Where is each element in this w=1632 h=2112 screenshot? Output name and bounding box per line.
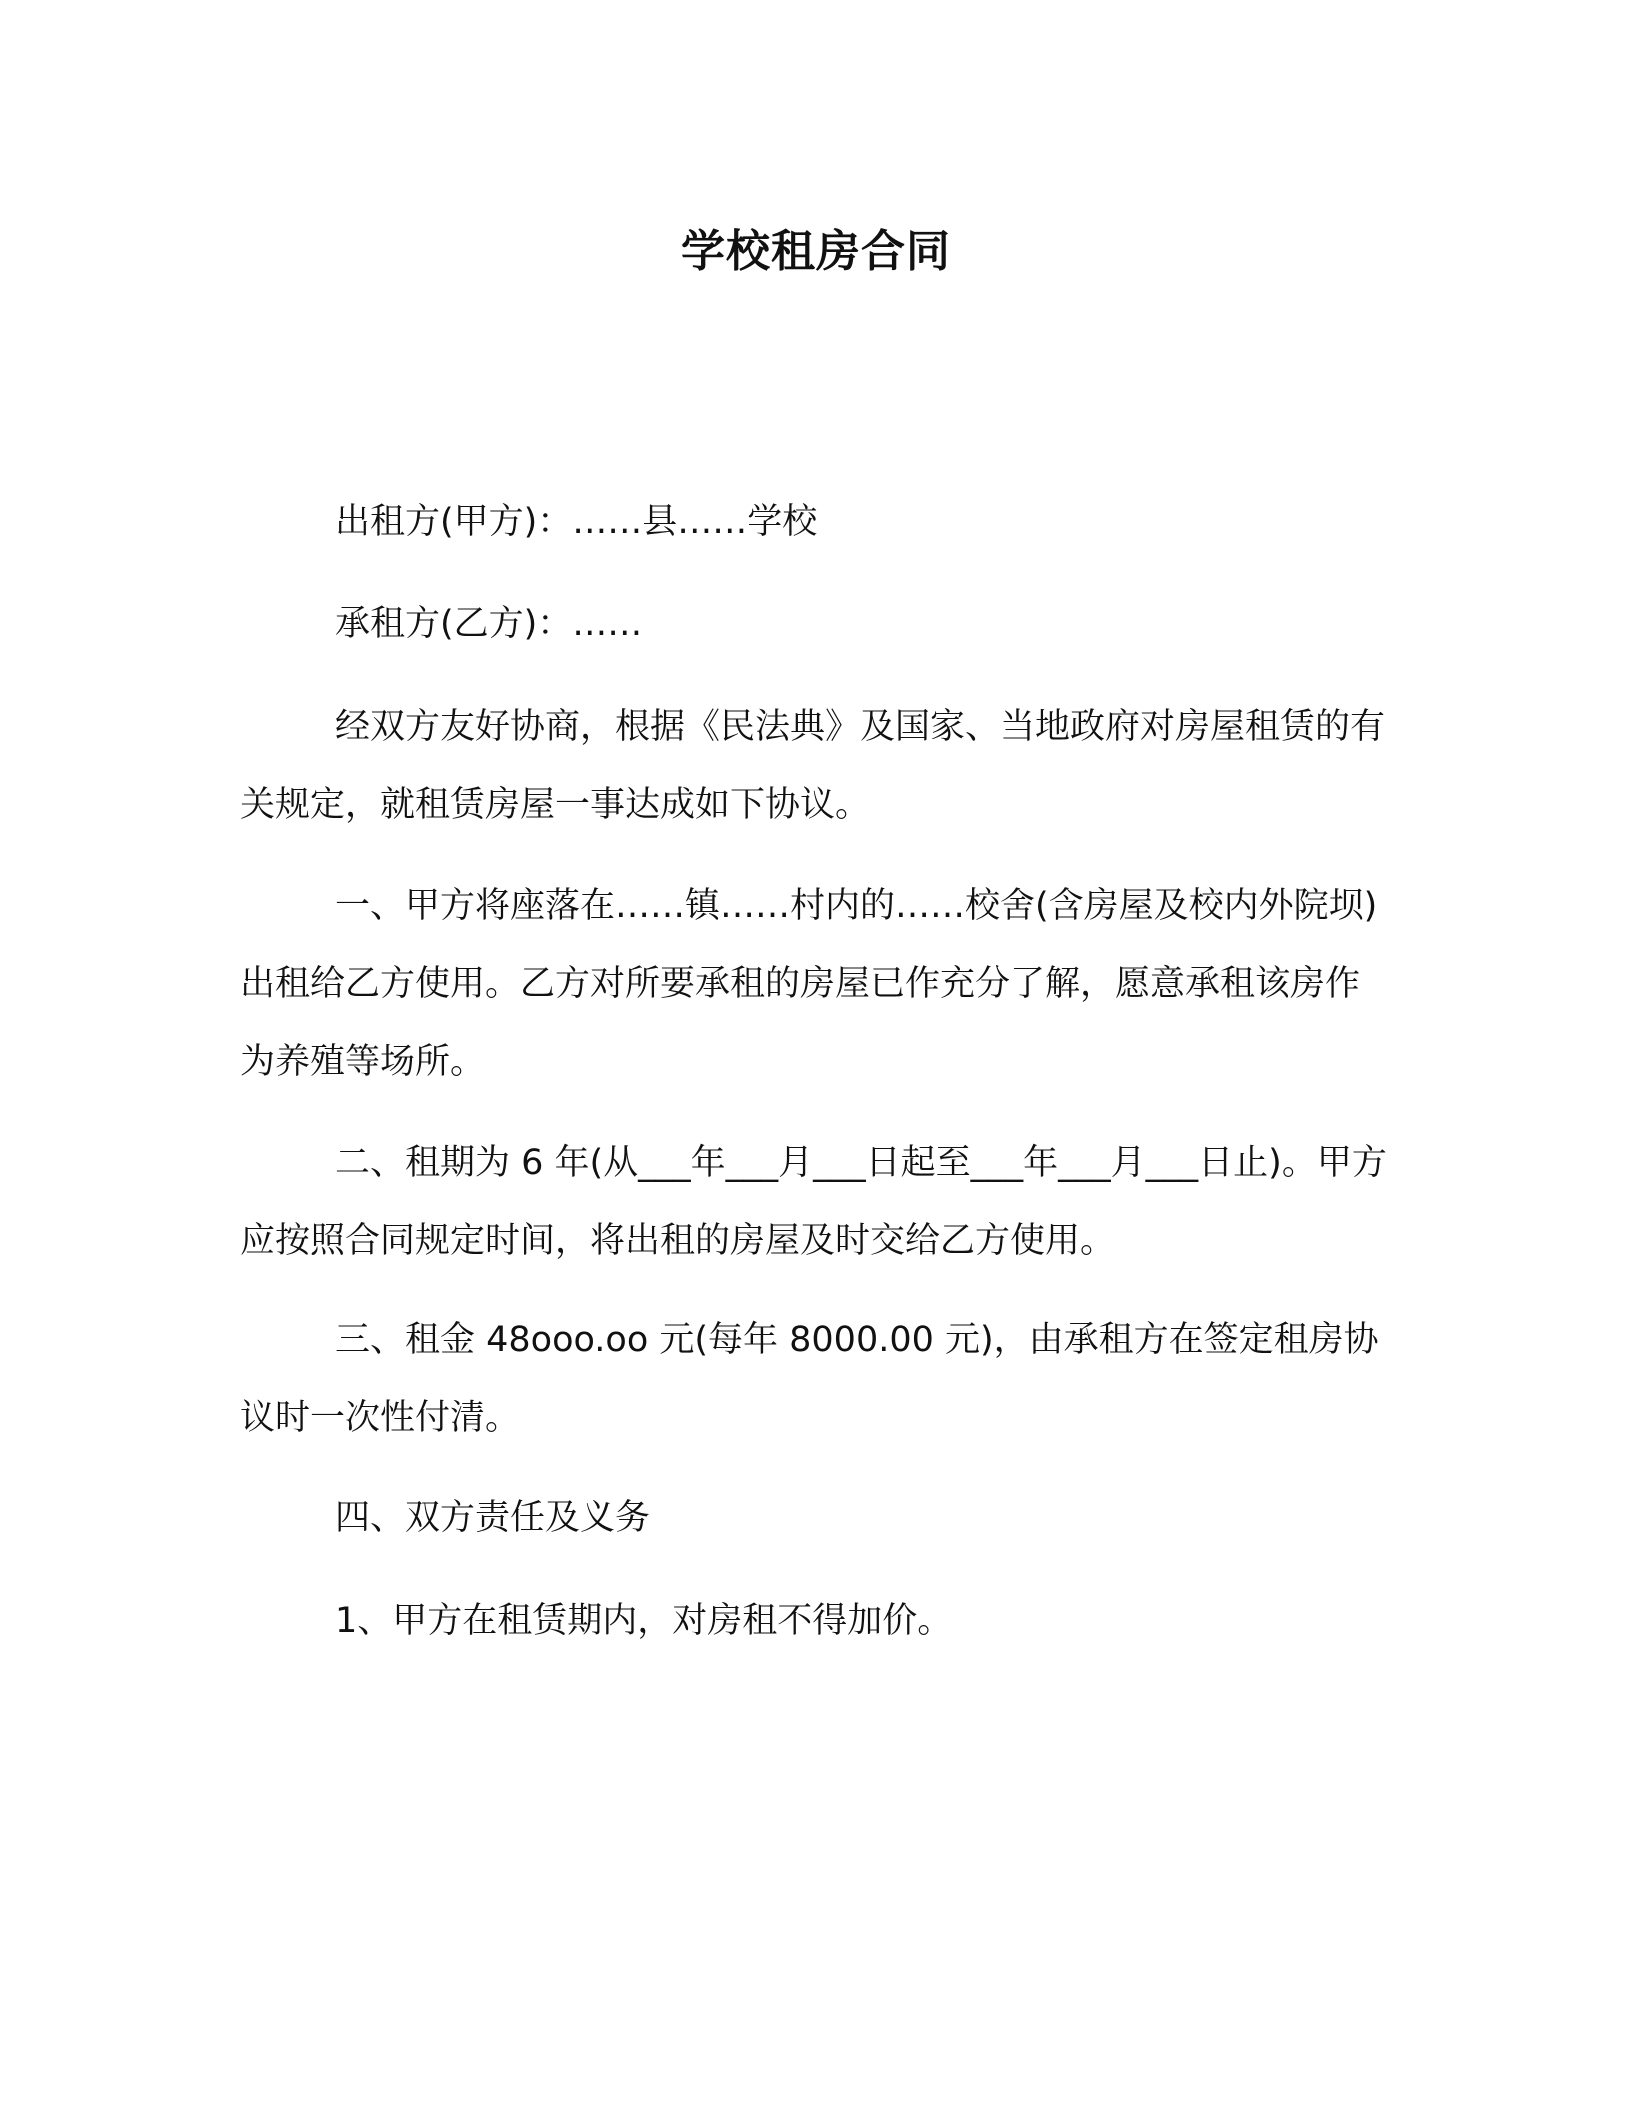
clause-4-item-1: 1、甲方在租赁期内，对房租不得加价。 [335, 1601, 953, 1641]
lessor-line: 出租方(甲方)：……县……学校 [335, 502, 818, 542]
document-title: 学校租房合同 [681, 226, 951, 277]
preamble-paragraph: 经双方友好协商，根据《民法典》及国家、当地政府对房屋租赁的有关规定，就租赁房屋一事达成如下协议。 [240, 707, 1386, 825]
clause-3-paragraph: 三、租金 48ooo.oo 元(每年 8000.00 元)，由承租方在签定租房协议时一次性付清。 [240, 1320, 1379, 1438]
lessee-line: 承租方(乙方)：…… [335, 604, 643, 644]
clause-1-paragraph: 一、甲方将座落在……镇……村内的……校舍(含房屋及校内外院坝)出租给乙方使用。乙方对所要承租的房屋已作充分了解，愿意承租该房作为养殖等场所。 [240, 886, 1378, 1082]
clause-2-paragraph: 二、租期为 6 年(从___年___月___日起至___年___月___日止)。甲方应按照合同规定时间，将出租的房屋及时交给乙方使用。 [240, 1143, 1387, 1261]
clause-4-heading: 四、双方责任及义务 [335, 1498, 651, 1538]
